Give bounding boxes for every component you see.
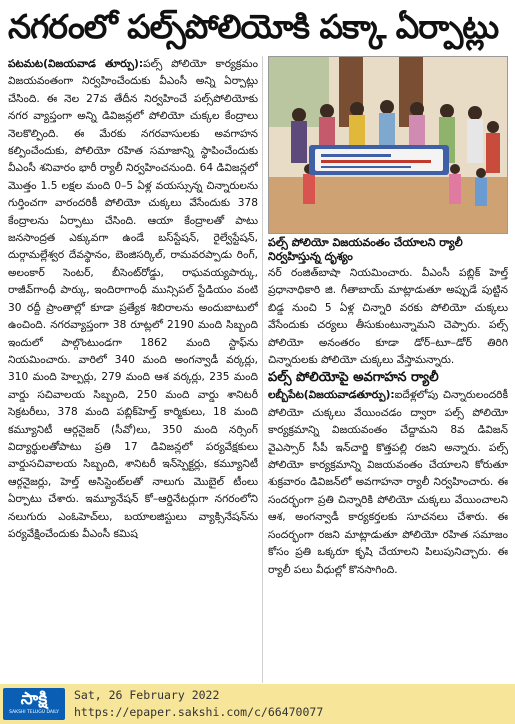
- subhead: పల్స్ పోలియోపై అవగాహన ర్యాలీ: [268, 370, 439, 386]
- sakshi-logo-subtext: SAKSHI TELUGU DAILY: [9, 710, 59, 715]
- epaper-link[interactable]: https://epaper.sakshi.com/c/66470077: [74, 705, 324, 719]
- sub-dateline: లబ్బీపేట(విజయవాడతూర్పు):: [268, 389, 395, 402]
- article-right-column: [268, 265, 508, 683]
- headline: నగరంలో పల్స్‌పోలియోకి పక్కా ఏర్పాట్లు: [8, 7, 499, 46]
- photo-caption: పల్స్ పోలియో విజయవంతం చేయాలని ర్యాలీ నిర్వహిస్తున్న దృశ్యం: [268, 236, 463, 263]
- sakshi-logo: సాక్షి: [3, 688, 65, 720]
- article-left-column: [8, 56, 258, 683]
- article-body-right: నర్ రంజిత్‌బాషా నియమించారు. వీఎంసీ పబ్లిక్ హెల్త్ ప్రధానాధికారి జి. గీతాబాయ్ మాట్లాడుతూ అప్పుడే పుట్టిన బిడ్డ నుంచి 5 ఏళ్ల చిన్నారి వరకు పోలియో చుక్కలు వేసేందుకు చర్యలు తీసుకుంటున్నామని చెప్పారు. పల్స్ పోలియో అనంతరం కూడా డోర్–టూ–డోర్ తిరిగి చిన్నారులకు పోలియో చుక్కలు వేస్తామన్నారు.: [268, 267, 508, 367]
- rally-photo: [268, 56, 508, 234]
- edition-date: Sat, 26 February 2022: [74, 688, 220, 702]
- column-divider: [262, 56, 263, 683]
- dateline: పటమట(విజయవాడ తూర్పు):: [8, 58, 144, 70]
- footer-bar: [0, 684, 515, 724]
- article-body-left: పల్స్ పోలియో కార్యక్రమం విజయవంతంగా నిర్వహించేందుకు వీఎంసీ అన్ని ఏర్పాట్లు చేసింది. ఈ నెల 27వ తేదీన నిర్వహించే పల్స్‌పోలియోకు నగర వ్యాప్తంగా అన్ని డివిజన్లలో పోలియో చుక్కల కేంద్రాలు నెలకొల్పింది. ఈ మేరకు నగరవాసులకు అవగాహన కల్పించేందుకు, పోలియో రహిత సమాజాన్ని స్థాపించేందుకు వీఎంసీ శనివారం భారీ ర్యాలీ నిర్వహించనుంది. 64 డివిజన్లలో మొత్తం 1.5 లక్షల మంది 0–5 ఏళ్ల వయస్సున్న చిన్నారులను గుర్తించగా వారందరికీ పోలియో చుక్కలు వేసేందుకు 378 కేంద్రాలను ఏర్పాటు చేసింది. ఆయా కేంద్రాలతో పాటు జనసాంద్రత ఎక్కువగా ఉండే బస్‌స్టేషన్, రైల్వేస్టేషన్, దుర్గామల్లేశ్వర దేవస్థానం, బెంజిసర్కిల్, రామవరప్పాడు రింగ్, అలంకార్ సెంటర్, బీసెంట్‌రోడ్డు, రాఘవయ్యపార్కు, రాజీవ్‌గాంధీ పార్కు, ఇందిరాగాంధీ మున్సిపల్ స్టేడియం వంటి 30 రద్దీ ప్రాంతాల్లో కూడా ప్రత్యేక శిబిరాలను అందుబాటులో ఉంచింది. నగరవ్యాప్తంగా 38 రూట్లలో 2190 మంది సిబ్బంది ఇందులో పాల్గొంటుండగా 1862 మంది స్టాఫ్‌ను నియమించారు. వారిలో 340 మంది అంగన్వాడీ వర్కర్లు, 310 మంది హెల్పర్లు, 279 మంది ఆశ వర్కర్లు, 235 మంది వార్డు సచివాలయ సిబ్బంది, 250 మంది వార్డు శానిటరీ సెక్రటరీలు, 378 మంది పబ్లిక్‌హెల్త్ కార్మికులు, 18 మంది కమ్యూనిటీ ఆర్గనైజర్ (సీవో)లు, 350 మంది నర్సింగ్ విద్యార్థులతోపాటు ప్రతి 17 డివిజన్లలో పర్యవేక్షకులు వార్డుసచివాలయ సిబ్బంది, శానిటరీ ఇన్‌స్పెక్టర్లు, కమ్యూనిటీ ఆర్గనైజర్లు, హెల్త్ అసిస్టెంట్‌లతో నాలుగు మొబైల్ టీంలు ఏర్పాటు చేశారు. ఇమ్యూనేషన్ కో–ఆర్డినేటర్లుగా నగరంలోని నలుగురు ఎంఓహెచ్‌లు, బయాలజిస్టులు వ్యాక్సినేషన్‌ను పర్యవేక్షించేందుకు వీఎంసీ కమిష: [8, 58, 258, 540]
- rally-photo-image: [269, 57, 507, 233]
- sub-article-body: ఐదేళ్లలోపు చిన్నారులందరికీ పోలియో చుక్కలు వేయించడం ద్వారా పల్స్ పోలియో కార్యక్రమాన్ని విజయవంతం చేద్దామని 8వ డివిజన్ వైఎస్సార్ సీపీ ఇన్‌చార్జి కొత్తపల్లి రజని అన్నారు. పల్స్ పోలియో కార్యక్రమాన్ని విజయవంతం చేయాలని కోరుతూ శుక్రవారం డివిజన్‌లో అవగాహనా ర్యాలీ నిర్వహించారు. ఈ సందర్భంగా ప్రతి చిన్నారికి పోలియో చుక్కలు వేయించాలని ఆశ, అంగన్వాడీ కార్యకర్తలకు సూచనలు చేశారు. ఈ సందర్భంగా రజని మాట్లాడుతూ పోలియో రహిత సమాజం కోసం ప్రతి ఒక్కరూ కృషి చేయాలని పిలుపునిచ్చారు. ఈ ర్యాలీ పలు వీధుల్లో కొనసాగింది.: [268, 389, 508, 576]
